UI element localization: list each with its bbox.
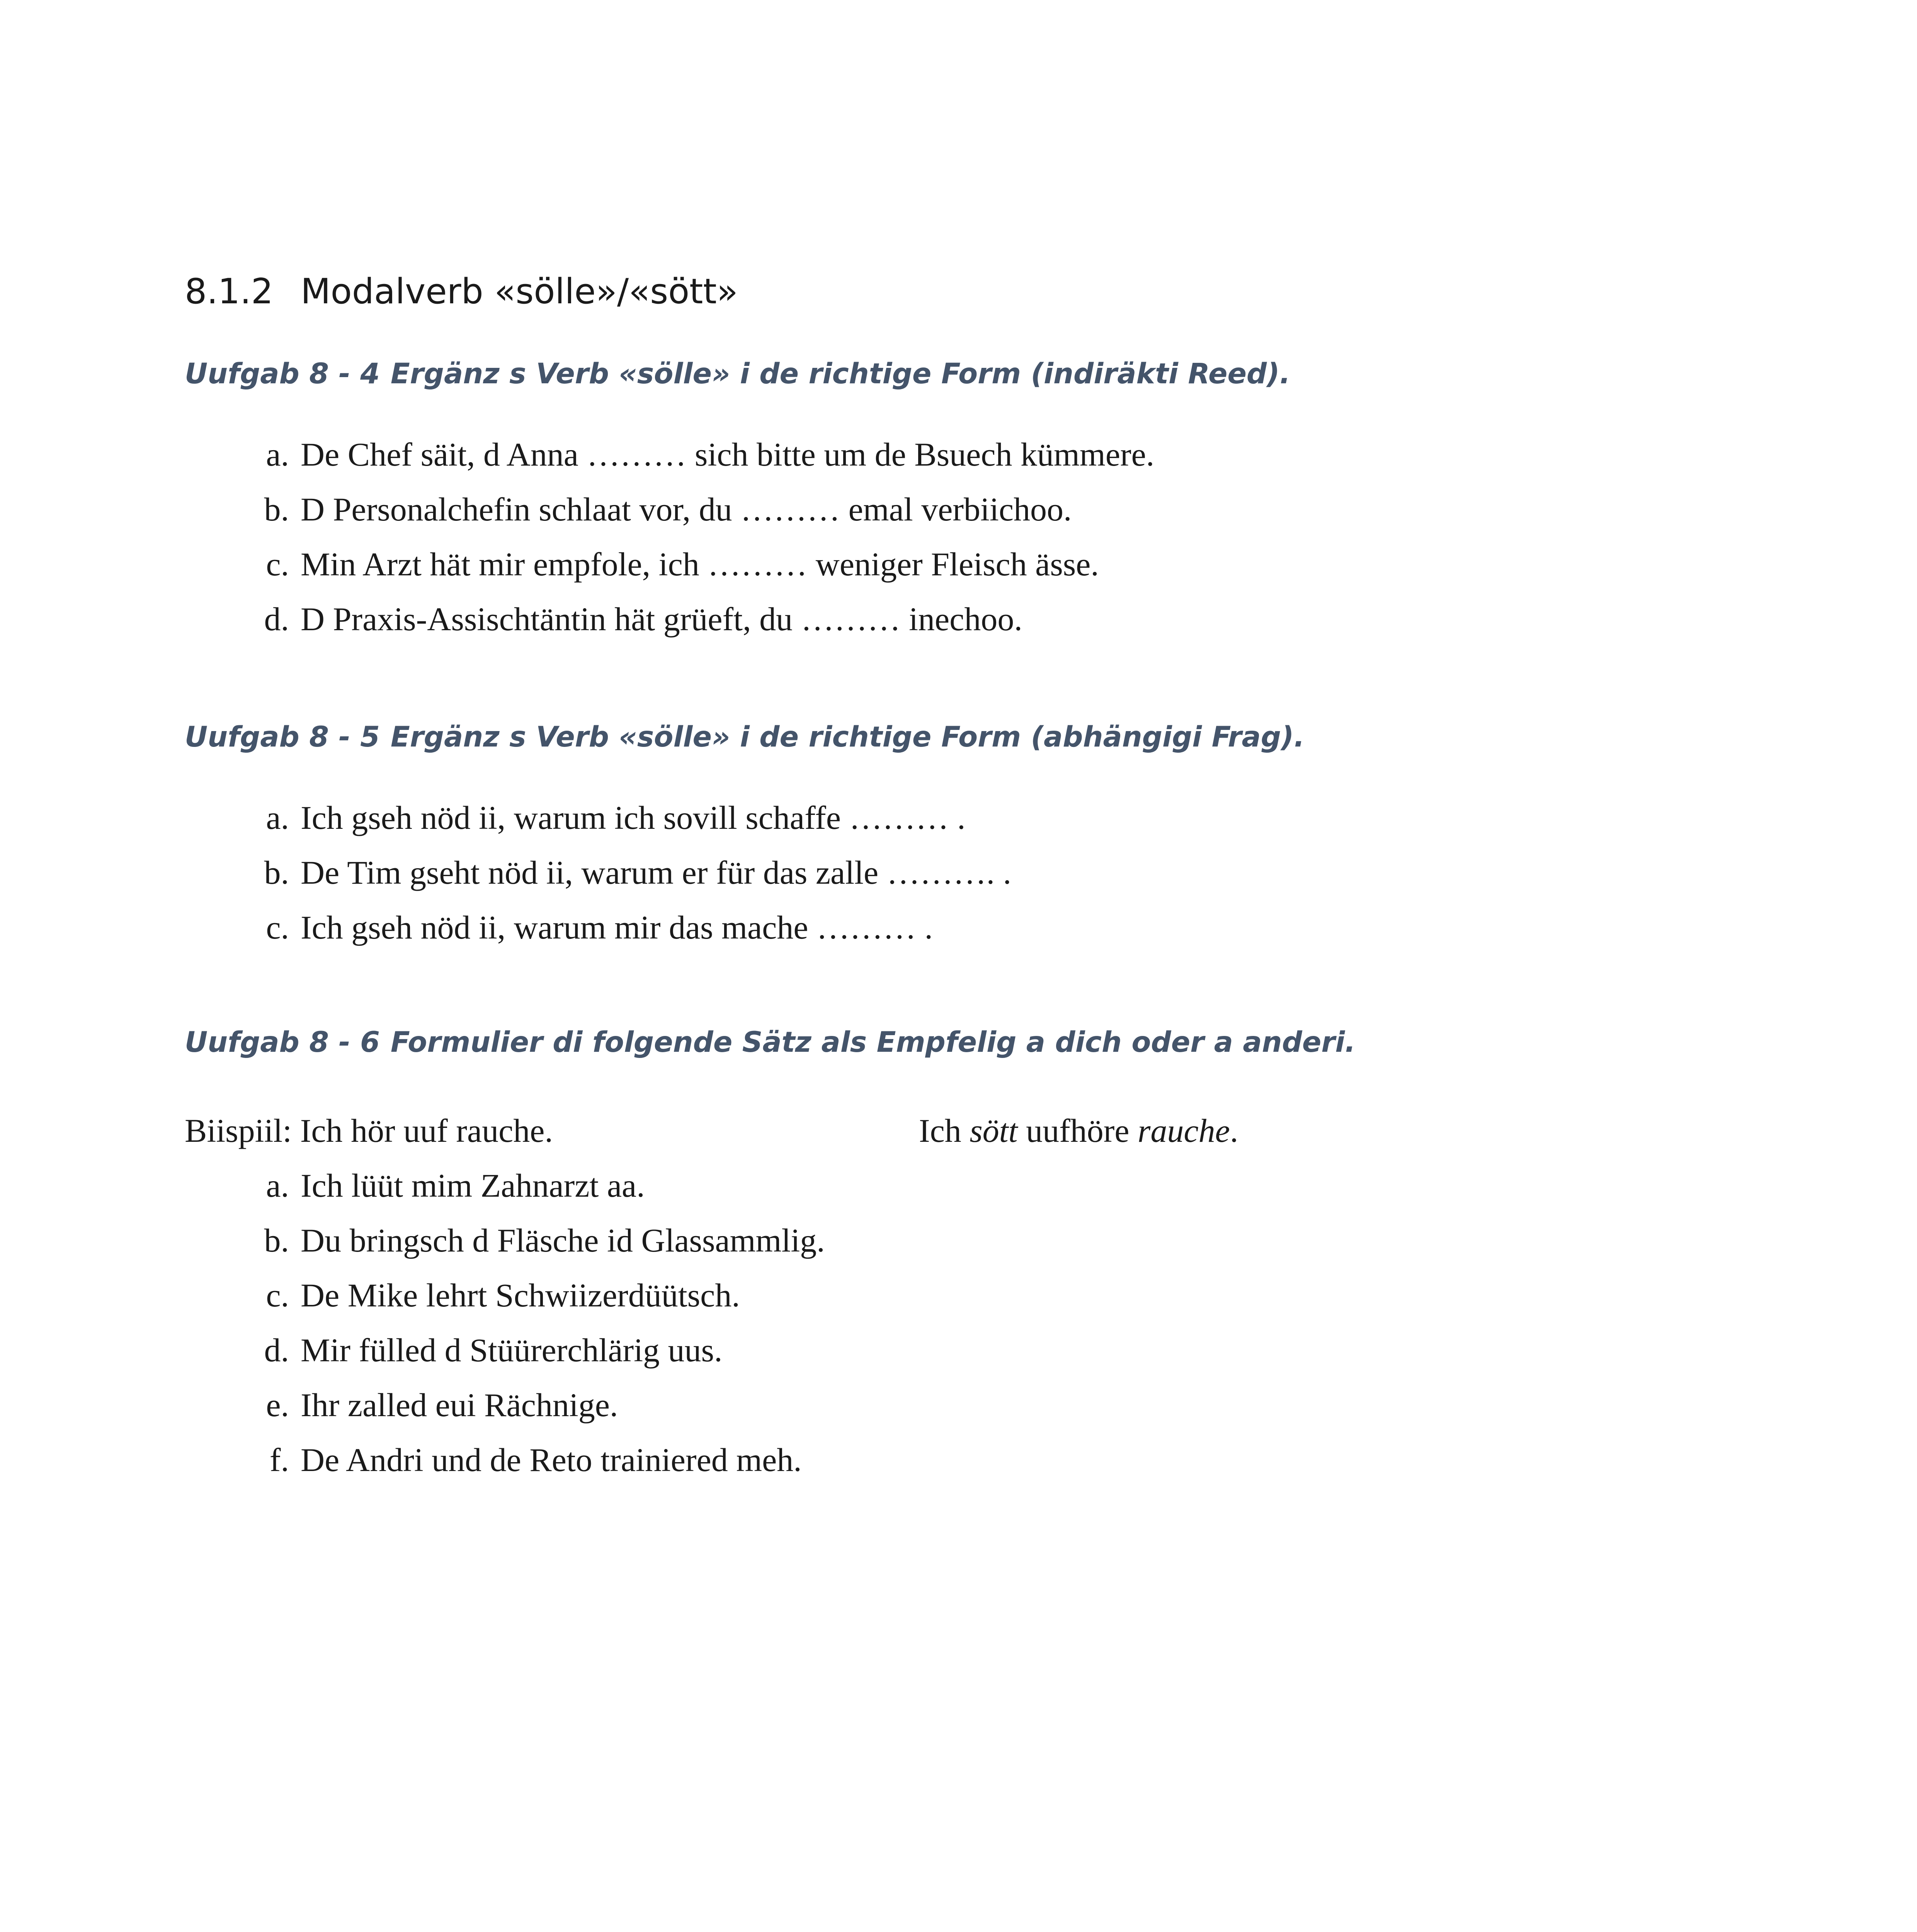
item-text: De Andri und de Reto trainiered meh. bbox=[301, 1441, 802, 1478]
item-text: Du bringsch d Fläsche id Glassammlig. bbox=[301, 1222, 825, 1259]
task-label: Uufgab 8 - 4 bbox=[185, 357, 380, 390]
list-item bbox=[185, 1378, 825, 1432]
task-8-4-list bbox=[185, 427, 1154, 646]
example-sentence: Ich hör uuf rauche. bbox=[300, 1112, 553, 1149]
list-item bbox=[185, 537, 1154, 592]
item-letter: a. bbox=[266, 436, 289, 473]
list-item bbox=[185, 1323, 825, 1378]
example-answer bbox=[919, 1103, 1238, 1158]
item-text: Ihr zalled eui Rächnige. bbox=[301, 1386, 618, 1423]
list-item bbox=[185, 790, 1011, 845]
list-item bbox=[185, 1268, 825, 1323]
item-letter: e. bbox=[266, 1386, 289, 1423]
section-title: Modalverb «sölle»/«sött» bbox=[301, 271, 738, 312]
item-text: Min Arzt hät mir empfole, ich ……… weniger Fleisch ässe. bbox=[301, 546, 1099, 583]
task-8-6-list bbox=[185, 1158, 825, 1487]
item-text: Mir fülled d Stüürerchlärig uus. bbox=[301, 1332, 723, 1369]
item-text: Ich gseh nöd ii, warum ich sovill schaffe ……… . bbox=[301, 799, 966, 836]
answer-modal: sött bbox=[970, 1112, 1018, 1149]
item-text: D Personalchefin schlaat vor, du ……… emal verbiichoo. bbox=[301, 491, 1072, 528]
answer-verb: uufhöre bbox=[1026, 1112, 1129, 1149]
example-label: Biispiil: bbox=[185, 1112, 292, 1149]
list-item bbox=[185, 592, 1154, 646]
answer-start: Ich bbox=[919, 1112, 961, 1149]
section-number: 8.1.2 bbox=[185, 271, 273, 312]
item-text: De Chef säit, d Anna ……… sich bitte um de Bsuech kümmere. bbox=[301, 436, 1155, 473]
answer-end: . bbox=[1230, 1112, 1238, 1149]
example-row bbox=[185, 1103, 1499, 1158]
task-instruction: Ergänz s Verb «sölle» i de richtige Form (abhängigi Frag). bbox=[390, 721, 1305, 753]
list-item bbox=[185, 1432, 825, 1487]
task-instruction: Formulier di folgende Sätz als Empfelig a dich oder a anderi. bbox=[390, 1026, 1356, 1059]
item-letter: b. bbox=[264, 854, 289, 891]
task-title-8-4 bbox=[185, 355, 1290, 393]
item-text: De Mike lehrt Schwiizerdüütsch. bbox=[301, 1277, 740, 1314]
task-instruction: Ergänz s Verb «sölle» i de richtige Form (indiräkti Reed). bbox=[390, 357, 1291, 390]
list-item bbox=[185, 482, 1154, 537]
answer-infinitive: rauche bbox=[1138, 1112, 1230, 1149]
list-item bbox=[185, 1213, 825, 1268]
item-letter: c. bbox=[266, 1277, 289, 1314]
item-text: D Praxis-Assischtäntin hät grüeft, du ……… inechoo. bbox=[301, 600, 1022, 638]
section-heading bbox=[185, 270, 738, 313]
list-item bbox=[185, 845, 1011, 900]
task-8-5-list bbox=[185, 790, 1011, 955]
list-item bbox=[185, 900, 1011, 955]
task-label: Uufgab 8 - 6 bbox=[185, 1026, 380, 1059]
list-item bbox=[185, 1158, 825, 1213]
item-letter: b. bbox=[264, 1222, 289, 1259]
item-letter: d. bbox=[264, 1332, 289, 1369]
list-item bbox=[185, 427, 1154, 482]
item-letter: a. bbox=[266, 1167, 289, 1204]
task-label: Uufgab 8 - 5 bbox=[185, 721, 380, 753]
item-letter: d. bbox=[264, 600, 289, 638]
item-letter: c. bbox=[266, 546, 289, 583]
task-title-8-6 bbox=[185, 1024, 1356, 1061]
item-text: De Tim gseht nöd ii, warum er für das zalle ………. . bbox=[301, 854, 1012, 891]
item-text: Ich lüüt mim Zahnarzt aa. bbox=[301, 1167, 645, 1204]
item-letter: f. bbox=[269, 1441, 289, 1478]
item-letter: a. bbox=[266, 799, 289, 836]
item-text: Ich gseh nöd ii, warum mir das mache ……… . bbox=[301, 909, 933, 946]
task-title-8-5 bbox=[185, 719, 1305, 756]
item-letter: c. bbox=[266, 909, 289, 946]
item-letter: b. bbox=[264, 491, 289, 528]
